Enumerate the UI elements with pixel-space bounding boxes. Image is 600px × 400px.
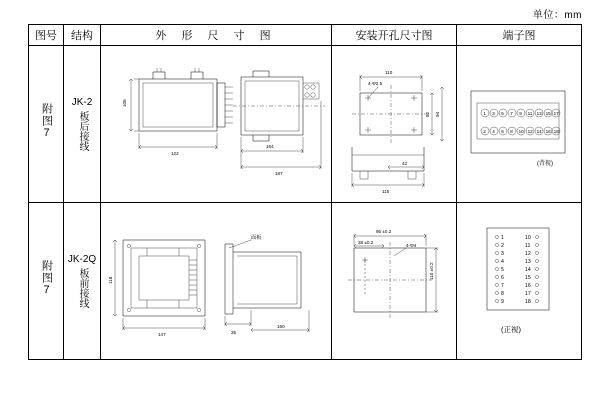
row2-model-label: JK-2Q	[67, 254, 97, 265]
row2-terminal-2: 2	[501, 242, 504, 249]
row1-structure-cell	[64, 46, 101, 203]
row2-terminal-10: 10	[525, 234, 531, 241]
row1-cutout-dim-115: 115	[382, 188, 390, 194]
row2-cutout-drawing	[332, 204, 454, 359]
row1-terminal-7: 7	[510, 110, 513, 116]
table-header-row	[29, 25, 582, 46]
row1-cutout-drawing	[332, 47, 454, 202]
row1-terminal-14: 14	[536, 128, 542, 134]
row2-cutout-dim-95: 95 ±0.2	[376, 228, 392, 234]
table-row	[29, 203, 582, 360]
row1-terminal-drawing	[457, 47, 579, 202]
row1-dim-164: 164	[266, 143, 274, 149]
row2-terminal-15: 15	[525, 274, 531, 281]
row2-cutout-cell	[332, 203, 457, 360]
row1-cutout-dim-94: 94	[435, 111, 440, 117]
row2-terminal-17: 17	[525, 290, 531, 297]
row2-terminal-4: 4	[501, 258, 504, 265]
row2-terminal-drawing	[457, 204, 579, 359]
row2-terminal-18: 18	[525, 298, 531, 305]
row1-terminal-3: 3	[492, 110, 495, 116]
row2-terminal-3: 3	[501, 250, 504, 257]
header-cutout: 安装开孔尺寸图	[332, 25, 457, 46]
row2-terminal-view-label: (正视)	[501, 324, 521, 334]
table-row	[29, 46, 582, 203]
row1-cutout-dim-82: 82	[425, 111, 430, 117]
row1-cutout-cell	[332, 46, 457, 203]
row1-terminal-12: 12	[527, 128, 533, 134]
row1-terminal-8: 8	[510, 128, 513, 134]
row1-code-cell	[29, 46, 64, 203]
row2-dim-160: 160	[277, 323, 285, 329]
row2-terminal-cell	[457, 203, 582, 360]
row2-terminal-1: 1	[501, 234, 504, 241]
row1-terminal-cell	[457, 46, 582, 203]
row1-terminal-2: 2	[483, 128, 486, 134]
row1-terminal-13: 13	[536, 110, 542, 116]
row2-terminal-11: 11	[525, 242, 531, 249]
row1-cutout-dim-110: 110	[385, 69, 393, 75]
row1-outline-cell	[101, 46, 332, 203]
row2-terminal-9: 9	[501, 298, 504, 305]
row1-terminal-1: 1	[483, 110, 486, 116]
row2-dim-118: 118	[108, 276, 113, 284]
row1-dim-187: 187	[275, 170, 283, 176]
row1-terminal-10: 10	[518, 128, 524, 134]
row2-terminal-7: 7	[501, 282, 504, 289]
row1-terminal-15: 15	[545, 110, 551, 116]
row2-terminal-6: 6	[501, 274, 504, 281]
row1-terminal-18: 18	[553, 128, 559, 134]
dimension-table	[28, 24, 582, 360]
row2-dim-35: 35	[231, 329, 237, 335]
row2-terminal-8: 8	[501, 290, 504, 297]
row1-outline-drawing	[101, 47, 329, 202]
row2-outline-cell	[101, 203, 332, 360]
row2-panel-note: 面板	[251, 234, 262, 241]
row1-terminal-6: 6	[501, 128, 504, 134]
row2-cutout-dim-110: 110 ±0.2	[429, 261, 434, 280]
header-terminal: 端子图	[457, 25, 582, 46]
row1-dim-106: 106	[122, 98, 127, 107]
row1-model-label: JK-2	[71, 97, 93, 108]
row2-outline-drawing	[101, 204, 329, 359]
row1-code-label: 附图7	[40, 103, 53, 140]
row1-terminal-view-label: (背视)	[537, 160, 553, 167]
row1-cutout-hole-spec: 4-Φ2.5	[368, 80, 383, 86]
row2-mount-label: 板前接线	[77, 268, 88, 308]
row1-terminal-17: 17	[553, 110, 559, 116]
row2-terminal-16: 16	[525, 282, 531, 289]
unit-note: 单位：mm	[532, 10, 582, 21]
row2-terminal-14: 14	[525, 266, 531, 273]
row2-code-label: 附图7	[40, 260, 53, 297]
row2-structure-cell	[64, 203, 101, 360]
row1-mount-label: 板后接线	[77, 111, 88, 151]
row2-terminal-5: 5	[501, 266, 504, 273]
row2-terminal-12: 12	[525, 250, 531, 257]
header-code: 图号	[29, 25, 64, 46]
header-outline: 外 形 尺 寸 图	[101, 25, 332, 46]
row2-cutout-hole-spec: 4-Φ4	[406, 242, 417, 248]
row1-terminal-5: 5	[501, 110, 504, 116]
row1-terminal-9: 9	[519, 110, 522, 116]
row1-dim-122: 122	[171, 150, 179, 156]
row1-terminal-16: 16	[545, 128, 551, 134]
row2-dim-147: 147	[158, 331, 166, 337]
row1-terminal-4: 4	[492, 128, 495, 134]
row2-code-cell	[29, 203, 64, 360]
row2-terminal-13: 13	[525, 258, 531, 265]
row1-terminal-11: 11	[527, 110, 533, 116]
row2-cutout-dim-38: 38 ±0.2	[358, 239, 374, 245]
header-structure: 结构	[64, 25, 101, 46]
row1-cutout-dim-42: 42	[402, 160, 408, 166]
